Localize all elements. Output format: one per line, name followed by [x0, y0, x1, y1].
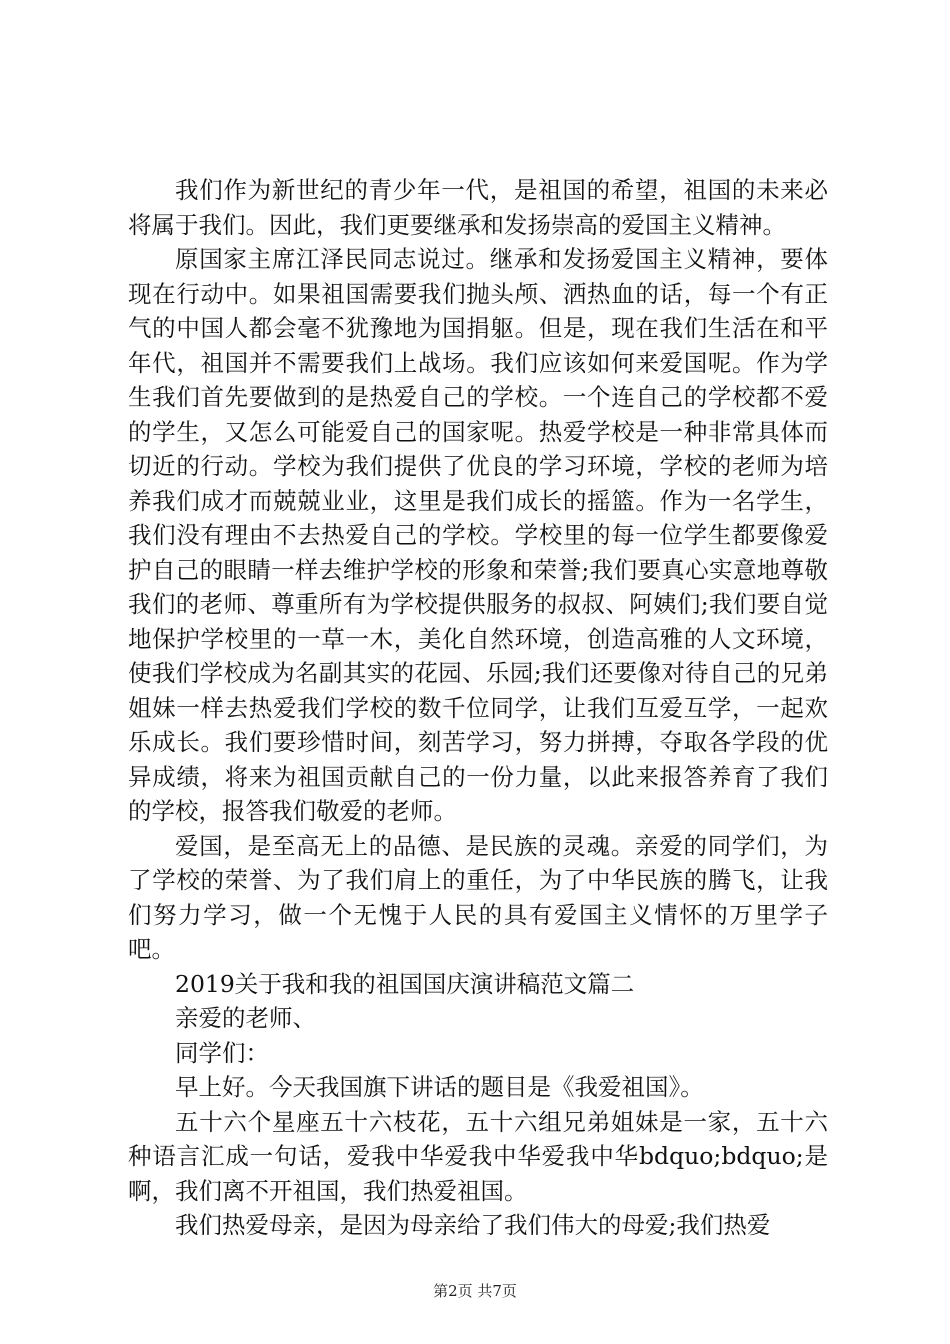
greeting-paragraph: 早上好。今天我国旗下讲话的题目是《我爱祖国》。 — [175, 1073, 704, 1101]
salutation-line: 亲爱的老师、 — [175, 1004, 316, 1032]
section-heading: 2019关于我和我的祖国国庆演讲稿范文篇二 — [175, 969, 635, 998]
salutation-line: 同学们： — [175, 1038, 269, 1067]
paragraph: 原国家主席江泽民同志说过。继承和发扬爱国主义精神，要体现在行动中。如果祖国需要我们抛头颅、洒热血的话，每一个有正气的中国人都会毫不犹豫地为国捐躯。但是，现在我们生活在和平年代，祖国并不需要我们上战场。我们应该如何来爱国呢。作为学生我们首先要做到的是热爱自己的学校。一个连自己的学校都不爱的学生，又怎么可能爱自己的国家呢。热爱学校是一种非常具体而切近的行动。学校为我们提供了优良的学习环境，学校的老师为培养我们成才而兢兢业业，这里是我们成长的摇篮。作为一名学生，我们没有理由不去热爱自己的学校。学校里的每一位学生都要像爱护自己的眼睛一样去维护学校的形象和荣誉;我们要真心实意地尊敬我们的老师、尊重所有为学校提供服务的叔叔、阿姨们;我们要自觉地保护学校里的一草一木，美化自然环境，创造高雅的人文环境，使我们学校成为名副其实的花园、乐园;我们还要像对待自己的兄弟姐妹一样去热爱我们学校的数千位同学，让我们互爱互学，一起欢乐成长。我们要珍惜时间，刻苦学习，努力拼搏，夺取各学段的优异成绩，将来为祖国贡献自己的一份力量，以此来报答养育了我们的学校，报答我们敬爱的老师。 — [128, 245, 828, 825]
page-number: 第2页 共7页 — [433, 1282, 517, 1300]
paragraph: 我们作为新世纪的青少年一代，是祖国的希望，祖国的未来必将属于我们。因此，我们更要继承和发扬崇高的爱国主义精神。 — [128, 176, 828, 239]
paragraph: 我们热爱母亲，是因为母亲给了我们伟大的母爱;我们热爱 — [175, 1211, 771, 1239]
paragraph: 爱国，是至高无上的品德、是民族的灵魂。亲爱的同学们，为了学校的荣誉、为了我们肩上的重任，为了中华民族的腾飞，让我们努力学习，做一个无愧于人民的具有爱国主义情怀的万里学子吧。 — [128, 831, 828, 963]
page-footer — [0, 1280, 950, 1301]
body-text — [128, 173, 828, 1243]
paragraph: 五十六个星座五十六枝花，五十六组兄弟姐妹是一家，五十六种语言汇成一句话，爱我中华爱我中华爱我中华bdquo;bdquo;是啊，我们离不开祖国，我们热爱祖国。 — [128, 1107, 828, 1205]
